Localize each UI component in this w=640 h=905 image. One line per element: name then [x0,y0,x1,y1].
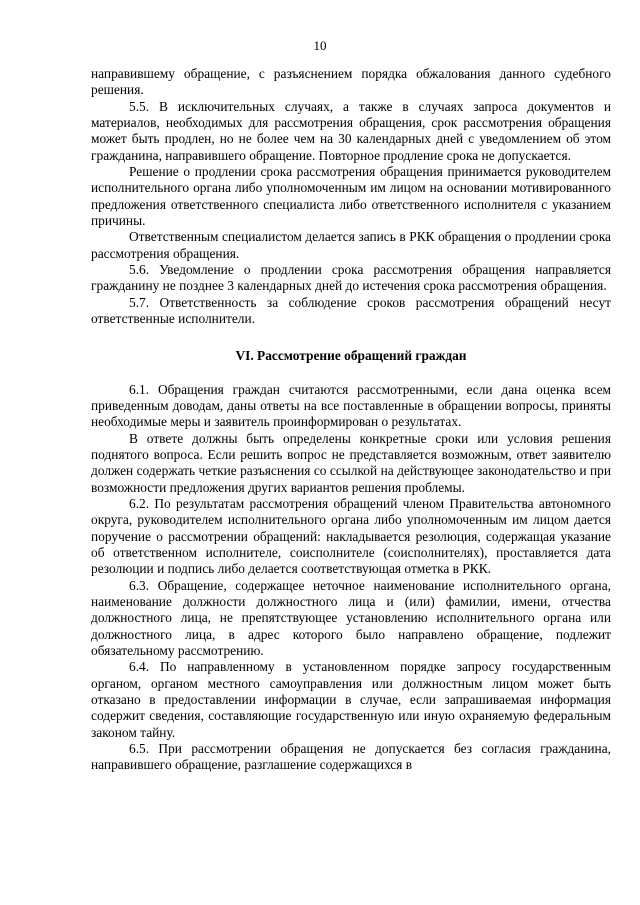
paragraph-5-5: 5.5. В исключительных случаях, а также в случаях запроса документов и материалов, необходимых для рассмотрения обращения, срок рассмотрения обращения может быть продлен, но не более чем на 30 календарных дней с уведомлением об этом гражданина, направившего обращение. Повторное продление срока не допускается. [91,98,611,163]
document-body [91,66,611,774]
paragraph-6-1: 6.1. Обращения граждан считаются рассмотренными, если дана оценка всем приведенным доводам, даны ответы на все поставленные в обращении вопросы, приняты необходимые меры и заявитель проинформирован о результатах. [91,381,611,430]
paragraph-6-3: 6.3. Обращение, содержащее неточное наименование исполнительного органа, наименование должности должностного лица и (или) фамилии, имени, отчества должностного лица, не препятствующее установлению исполнительного органа или должностного лица, в адрес которого было направлено обращение, подлежит обязательному рассмотрению. [91,577,611,658]
paragraph-6-4: 6.4. По направленному в установленном порядке запросу государственным органом, органом местного самоуправления или должностным лицом может быть отказано в предоставлении информации в случае, если запрашиваемая информация содержит сведения, составляющие государственную или иную охраняемую федеральным законом тайну. [91,659,611,740]
paragraph-6-5: 6.5. При рассмотрении обращения не допускается без согласия гражданина, направившего обращение, разглашение содержащихся в [91,741,611,773]
paragraph-5-7: 5.7. Ответственность за соблюдение сроков рассмотрения обращений несут ответственные исполнители. [91,294,611,327]
paragraph: направившему обращение, с разъяснением порядка обжалования данного судебного решения. [91,66,611,98]
paragraph: Ответственным специалистом делается запись в РКК обращения о продлении срока рассмотрения обращения. [91,229,611,261]
section-title: VI. Рассмотрение обращений граждан [235,347,467,363]
paragraph: В ответе должны быть определены конкретные сроки или условия решения поднятого вопроса. Если решить вопрос не представляется возможным, ответ заявителю должен содержать четкие разъяснения со ссылкой на действующее законодательство и при возможности предложения других вариантов решения проблемы. [91,430,611,495]
paragraph-5-6: 5.6. Уведомление о продлении срока рассмотрения обращения направляется гражданину не позднее 3 календарных дней до истечения срока рассмотрения обращения. [91,262,611,294]
paragraph: Решение о продлении срока рассмотрения обращения принимается руководителем исполнительного органа либо уполномоченным им лицом на основании мотивированного предложения ответственного специалиста либо ответственного исполнителя с указанием причины. [91,164,611,229]
paragraph-6-2: 6.2. По результатам рассмотрения обращений членом Правительства автономного округа, руководителем исполнительного органа либо уполномоченным им лицом дается поручение о рассмотрении обращений: накладывается резолюция, содержащая указание об ответственном исполнителе, соисполнителе (соисполнителях), проставляется дата резолюции и подпись либо делается соответствующая отметка в РКК. [91,495,611,577]
page-number: 10 [313,38,327,53]
